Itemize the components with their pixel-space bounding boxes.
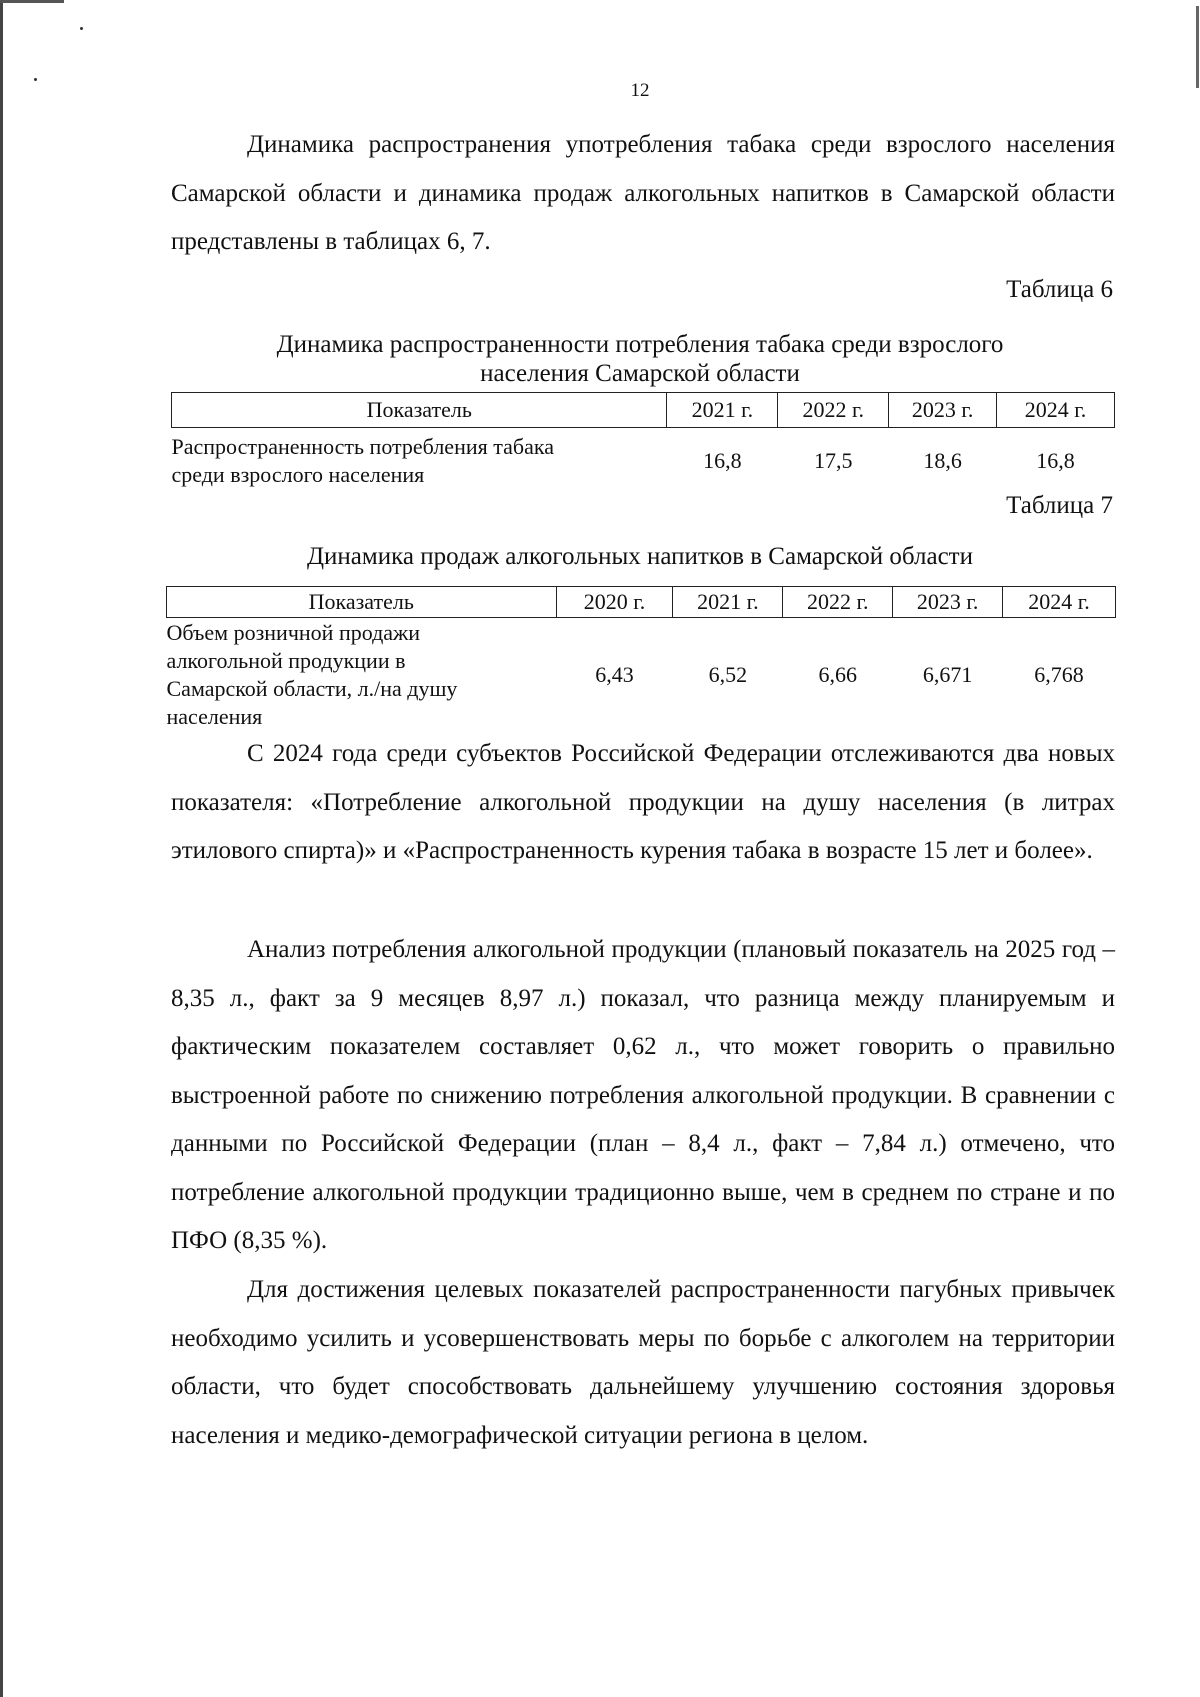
table7-value-cell: 6,43 (595, 662, 634, 688)
scan-edge-right (1196, 6, 1199, 88)
table7-header-cell: 2022 г. (783, 587, 893, 618)
table6-value-cell: 16,8 (703, 447, 742, 473)
table7-row-label-line: Объем розничной продажи (166, 620, 421, 646)
page-number: 12 (630, 80, 650, 101)
paragraph-analysis: Анализ потребления алкогольной продукции (плановый показатель на 2025 год – 8,35 л., факт за 9 месяцев 8,97 л.) показал, что разница между планируемым и фактическим показателем составляет 0,62 л., что может говорить о правильно выстроенной работе по снижению потребления алкогольной продукции. В сравнении с данными по Российской Федерации (план – 8,4 л., факт – 7,84 л.) отмечено, что потребление алкогольной продукции традиционно выше, чем в среднем по стране и по ПФО (8,35 %). (171, 936, 1115, 1254)
table6-row-label-line: среди взрослого населения (171, 461, 425, 487)
table6-title-line2: населения Самарской области (480, 360, 800, 387)
table7-row-label-line: алкогольной продукции в (166, 648, 406, 674)
scan-speck (34, 78, 37, 81)
table6-row-label-line: Распространенность потребления табака (171, 433, 554, 459)
table7-header-cell: 2023 г. (893, 587, 1003, 618)
table7-label: Таблица 7 (1006, 492, 1113, 519)
table7-header-cell: Показатель (167, 587, 557, 618)
paragraph-new-indicators: С 2024 года среди субъектов Российской Федерации отслеживаются два новых показателя: «Потребление алкогольной продукции на душу населения (в литрах этилового спирта)» и «Распространенность курения табака в возрасте 15 лет и более». (171, 740, 1115, 864)
table6-header-cell: 2022 г. (778, 393, 889, 428)
table7-header-cell: 2021 г. (673, 587, 783, 618)
table7-header-cell: 2024 г. (1003, 587, 1116, 618)
table7-row-label-line: Самарской области, л./на душу (166, 676, 458, 702)
paragraph-conclusion: Для достижения целевых показателей распространенности пагубных привычек необходимо усилить и усовершенствовать меры по борьбе с алкоголем на территории области, что будет способствовать дальнейшему улучшению состояния здоровья населения и медико-демографической ситуации региона в целом. (171, 1276, 1115, 1449)
table7-value-cell: 6,671 (922, 662, 973, 688)
table6-header-row (172, 393, 1115, 428)
scan-speck (80, 27, 83, 30)
table6-header-cell: 2021 г. (667, 393, 778, 428)
table6-header-cell: 2024 г. (997, 393, 1115, 428)
table6-header-cell: Показатель (172, 393, 667, 428)
scan-edge-top (0, 0, 64, 3)
table6-header-cell: 2023 г. (889, 393, 997, 428)
table7-value-cell: 6,66 (818, 662, 857, 688)
table-row (172, 428, 1115, 494)
table7-header-row (167, 587, 1116, 618)
table7 (166, 586, 1116, 733)
table7-row-label-line: населения (166, 704, 263, 730)
table7-value-cell: 6,768 (1034, 662, 1084, 688)
table-row (167, 618, 1116, 733)
table6-value-cell: 18,6 (923, 447, 962, 473)
table6 (171, 392, 1115, 494)
table6-row-label (172, 428, 667, 494)
table7-row-label (167, 618, 557, 733)
table7-title: Динамика продаж алкогольных напитков в Самарской области (307, 543, 973, 570)
paragraph-intro: Динамика распространения употребления табака среди взрослого населения Самарской области и динамика продаж алкогольных напитков в Самарской области представлены в таблицах 6, 7. (171, 131, 1115, 255)
table6-title-line1: Динамика распространенности потребления табака среди взрослого (276, 331, 1004, 358)
table6-label: Таблица 6 (1006, 276, 1113, 303)
table6-value-cell: 16,8 (1036, 447, 1075, 473)
table6-value-cell: 17,5 (814, 447, 853, 473)
table7-value-cell: 6,52 (708, 662, 748, 688)
scan-edge-left (0, 0, 3, 1697)
table7-header-cell: 2020 г. (556, 587, 673, 618)
